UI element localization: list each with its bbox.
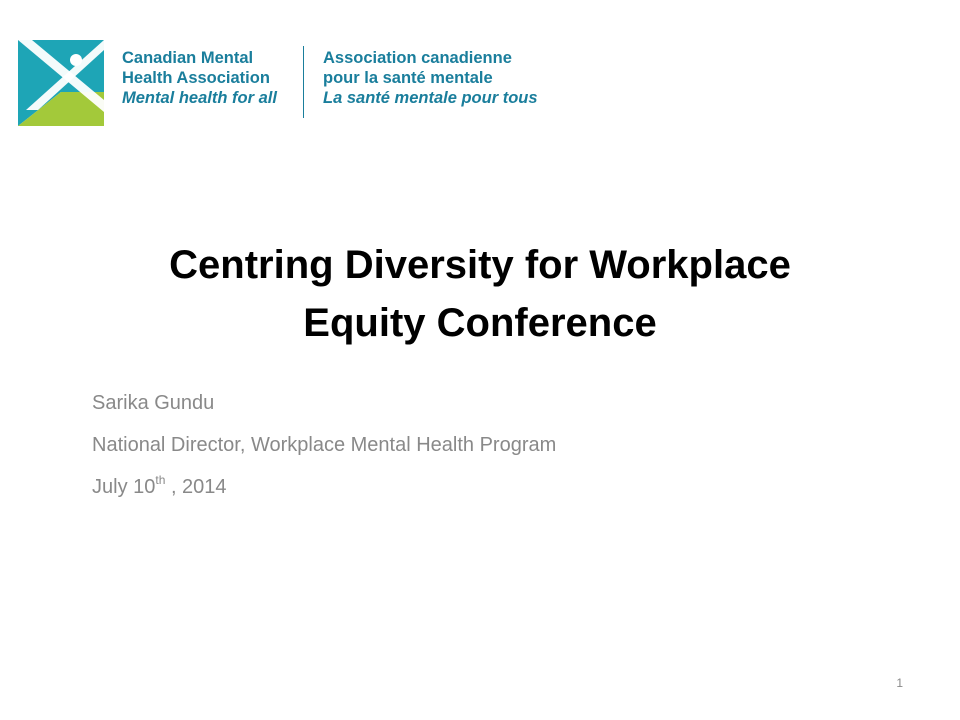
logo-fr-name-line1: Association canadienne — [323, 49, 512, 67]
date-rest: , 2014 — [165, 476, 227, 498]
date-ordinal-suffix: th — [155, 473, 166, 487]
logo-en-name-line2: Health Association — [122, 69, 270, 87]
date-prefix: July 10 — [92, 476, 156, 498]
logo-french-text — [323, 48, 538, 108]
logo-en-tagline: Mental health for all — [122, 89, 277, 107]
slide-subtitle — [92, 382, 872, 508]
cmha-logo-mark-icon — [18, 40, 104, 126]
slide-title — [60, 236, 900, 352]
logo-fr-name-line2: pour la santé mentale — [323, 69, 493, 87]
presenter-name: Sarika Gundu — [92, 392, 215, 414]
slide-title-line1: Centring Diversity for Workplace — [169, 243, 791, 287]
logo-en-name-line1: Canadian Mental — [122, 49, 254, 67]
logo-fr-tagline: La santé mentale pour tous — [323, 89, 538, 107]
slide-number: 1 — [896, 676, 903, 690]
cmha-logo — [18, 40, 548, 126]
logo-divider — [303, 46, 304, 118]
logo-english-text — [122, 48, 277, 108]
presentation-date — [92, 466, 872, 508]
slide-title-line2: Equity Conference — [303, 301, 657, 345]
presenter-role: National Director, Workplace Mental Health Program — [92, 434, 557, 456]
